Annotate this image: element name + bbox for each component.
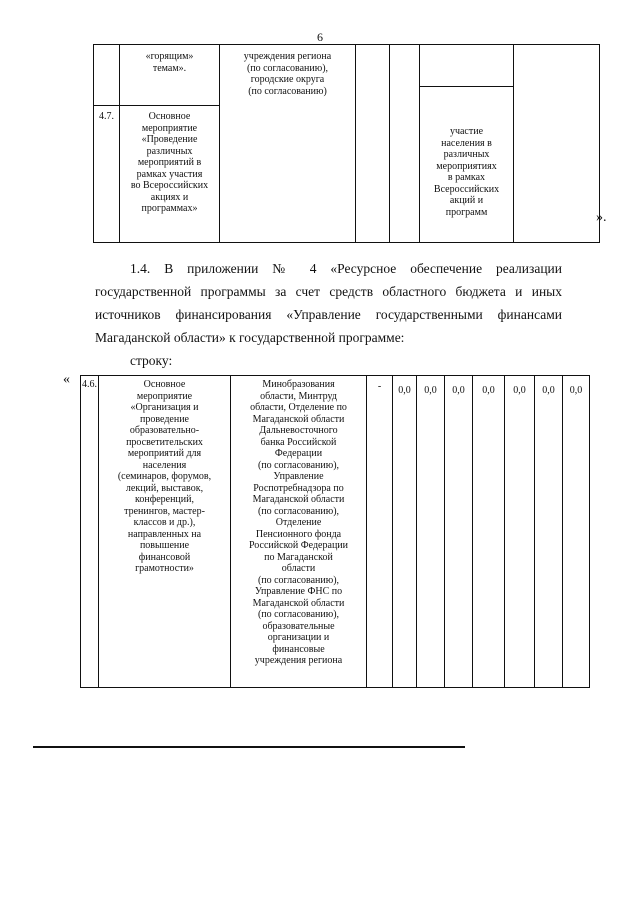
event-name-cell: «горящим» темам». (145, 51, 194, 74)
row-number-cell: 4.6. (82, 379, 97, 390)
indicator-cell: участие населения в различных мероприятиях в рамках Всероссийских акций и программ (433, 126, 500, 218)
resource-table (80, 375, 590, 688)
page-number: 6 (317, 30, 323, 44)
value-cell: 0,0 (569, 385, 583, 396)
paragraph-line: государственной программы за счет средств областного бюджета и иных (95, 284, 562, 299)
dash-cell: - (377, 381, 382, 392)
executors-cell: Минобразования области, Минтруд области, Отделение по Магаданской области Дальневосточного банка Российской Федерации (по согласованию), Управление Роспотребнадзора по Магаданской области (по согласованию), Отделение Пенсионного фонда Российской Федерации по Магаданской области (по согласованию), Управление ФНС по Магаданской области (по согласованию), образовательные организации и финансовые учреждения региона (248, 379, 348, 666)
event-name-cell: Основное мероприятие «Организация и проведение образовательно- просветительских мероприятий для населения (семинаров, форумов, лекций, выставок, конференций, тренингов, мастер- классов и др.), направленных на повышение финансовой грамотности» (117, 379, 212, 574)
opening-quote: « (63, 372, 70, 387)
row-number-cell: 4.7. (99, 111, 114, 122)
paragraph-line: строку: (130, 353, 173, 368)
paragraph-line: источников финансирования «Управление государственными финансами (95, 307, 562, 322)
value-cell: 0,0 (482, 385, 495, 396)
paragraph-line: 1.4. В приложении № 4 «Ресурсное обеспечение реализации (130, 261, 562, 276)
closing-quote: ». (596, 210, 607, 225)
value-cell: 0,0 (542, 385, 555, 396)
value-cell: 0,0 (424, 385, 437, 396)
program-table-continuation (93, 44, 600, 243)
bottom-rule (33, 746, 465, 748)
value-cell: 0,0 (452, 385, 465, 396)
paragraph-line: Магаданской области» к государственной программе: (95, 330, 405, 345)
value-cell: 0,0 (398, 385, 411, 396)
executors-cell: учреждения региона (по согласованию), городские округа (по согласованию) (243, 51, 332, 97)
event-name-cell: Основное мероприятие «Проведение различных мероприятий в рамках участия во Всероссийских акциях и программах» (130, 111, 209, 214)
value-cell: 0,0 (513, 385, 526, 396)
